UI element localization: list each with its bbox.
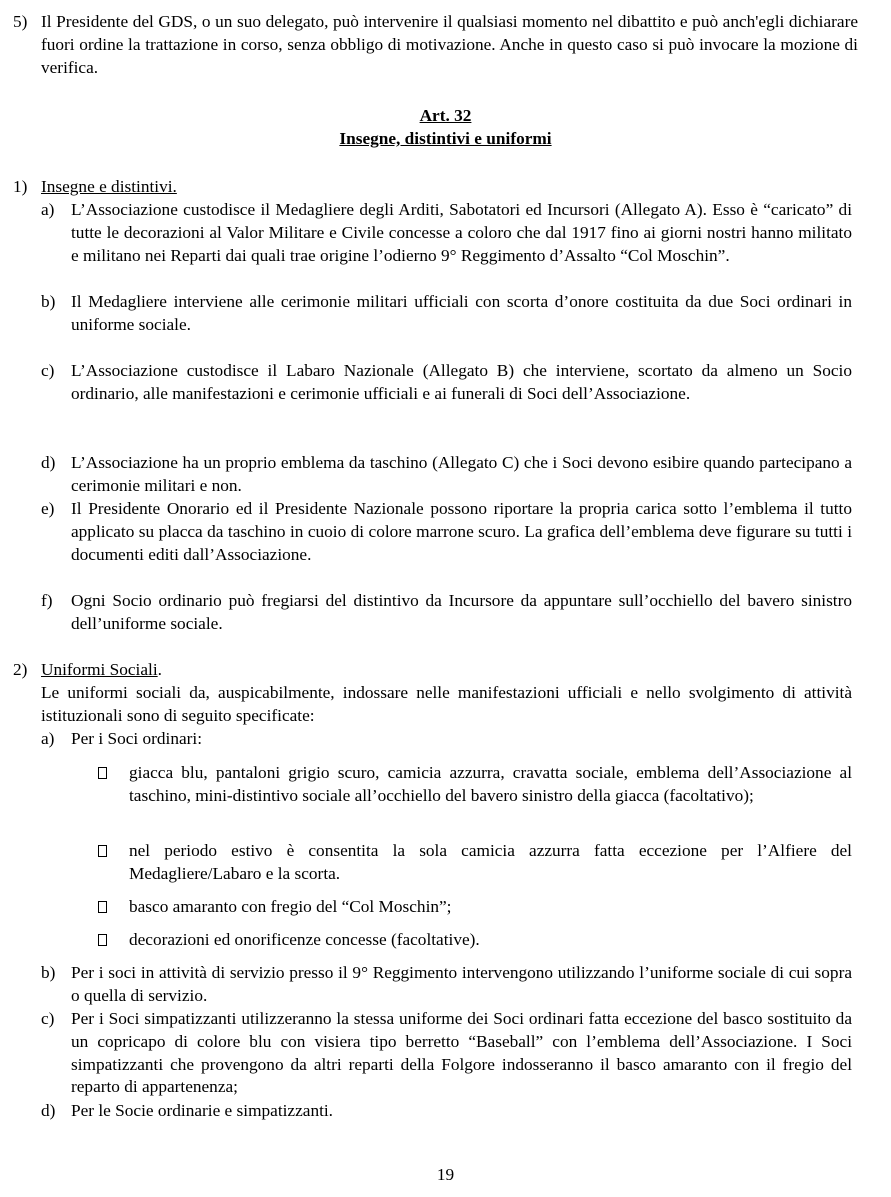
section-2-intro <box>41 682 852 728</box>
item-1e <box>41 498 852 566</box>
item-text: Per i Soci ordinari: <box>71 729 203 748</box>
item-label: a) <box>41 729 55 748</box>
item-label: c) <box>41 361 55 380</box>
bullet-item <box>98 896 852 920</box>
bullet-item <box>98 762 852 808</box>
item-label: e) <box>41 499 55 518</box>
bullet-text: decorazioni ed onorificenze concesse (facoltative). <box>129 930 480 949</box>
article-number: Art. 32 <box>419 106 472 125</box>
section-title: Uniformi Sociali <box>41 660 158 679</box>
item-text: Per i Soci simpatizzanti utilizzeranno la stessa uniforme dei Soci ordinari fatta eccezione del basco sostituito da un copricapo di colore blu con visiera tipo berretto “Baseball” con l’emblema dell’Associazione. I Soci simpatizzanti che provengono da altri reparti della Folgore indosseranno il basco amaranto con il fregio del reparto di appartenenza; <box>71 1009 852 1097</box>
item-1d <box>41 452 852 498</box>
paragraph-text: Il Presidente del GDS, o un suo delegato, può intervenire il qualsiasi momento nel dibattito e può anch'egli dichiarare fuori ordine la trattazione in corso, senza obbligo di motivazione. Anche in questo caso si può invocare la mozione di verifica. <box>41 12 858 77</box>
paragraph-number: 5) <box>13 12 28 31</box>
item-1a <box>41 199 852 267</box>
checkbox-bullet-icon <box>98 845 107 857</box>
item-1b <box>41 291 852 337</box>
item-text: Per i soci in attività di servizio presso il 9° Reggimento intervengono utilizzando l’uniforme sociale di cui sopra o quella di servizio. <box>71 963 852 1005</box>
item-1c <box>41 360 852 406</box>
item-text: Ogni Socio ordinario può fregiarsi del distintivo da Incursore da appuntare sull’occhiello del bavero sinistro dell’uniforme sociale. <box>71 591 852 633</box>
bullet-text: nel periodo estivo è consentita la sola camicia azzurra fatta eccezione per l’Alfiere del Medagliere/Labaro e la scorta. <box>129 841 852 883</box>
item-text: Il Presidente Onorario ed il Presidente Nazionale possono riportare la propria carica sotto l’emblema il tutto applicato su placca da taschino in cuoio di colore marrone scuro. La grafica dell’emblema deve figurare su tutti i documenti editi dall’Associazione. <box>71 499 852 564</box>
item-label: c) <box>41 1009 55 1028</box>
item-2a <box>41 728 852 751</box>
item-text: Il Medagliere interviene alle cerimonie militari ufficiali con scorta d’onore costituita da due Soci ordinari in uniforme sociale. <box>71 292 852 334</box>
item-label: d) <box>41 453 56 472</box>
section-number: 1) <box>13 177 28 196</box>
item-label: a) <box>41 200 55 219</box>
bullet-text: giacca blu, pantaloni grigio scuro, camicia azzurra, cravatta sociale, emblema dell’Associazione al taschino, mini-distintivo sociale all’occhiello del bavero sinistro della giacca (facoltativo); <box>129 763 852 805</box>
paragraph-5 <box>13 11 858 79</box>
section-title: Insegne e distintivi. <box>41 177 177 196</box>
item-1f <box>41 590 852 636</box>
checkbox-bullet-icon <box>98 767 107 779</box>
bullet-item <box>98 929 852 953</box>
item-2d <box>41 1100 852 1123</box>
page-number: 19 <box>436 1165 455 1184</box>
item-text: L’Associazione custodisce il Labaro Nazionale (Allegato B) che interviene, scortato da almeno un Socio ordinario, alle manifestazioni e cerimonie ufficiali e ai funerali di Soci dell’Associazione. <box>71 361 852 403</box>
section-2-heading <box>13 659 858 682</box>
item-2b <box>41 962 852 1008</box>
item-2c <box>41 1008 852 1099</box>
item-label: b) <box>41 292 56 311</box>
section-title-period: . <box>157 660 162 679</box>
checkbox-bullet-icon <box>98 934 107 946</box>
checkbox-bullet-icon <box>98 901 107 913</box>
item-text: Per le Socie ordinarie e simpatizzanti. <box>71 1101 334 1120</box>
item-label: f) <box>41 591 53 610</box>
bullet-item <box>98 840 852 886</box>
item-text: L’Associazione custodisce il Medagliere degli Arditi, Sabotatori ed Incursori (Allegato A). Esso è “caricato” di tutte le decorazioni al Valor Militare e Civile concesse a coloro che dal 1917 fino ai giorni nostri hanno militato e militano nei Reparti dai quali trae origine l’odierno 9° Reggimento d’Assalto “Col Moschin”. <box>71 200 852 265</box>
section-number: 2) <box>13 660 28 679</box>
bullet-text: basco amaranto con fregio del “Col Moschin”; <box>129 897 452 916</box>
item-label: d) <box>41 1101 56 1120</box>
item-label: b) <box>41 963 56 982</box>
item-text: L’Associazione ha un proprio emblema da taschino (Allegato C) che i Soci devono esibire quando partecipano a cerimonie militari e non. <box>71 453 852 495</box>
section-1-heading <box>13 176 858 199</box>
intro-text: Le uniformi sociali da, auspicabilmente, indossare nelle manifestazioni ufficiali e nello svolgimento di attività istituzionali sono di seguito specificate: <box>41 683 852 725</box>
article-title: Insegne, distintivi e uniformi <box>339 129 552 148</box>
